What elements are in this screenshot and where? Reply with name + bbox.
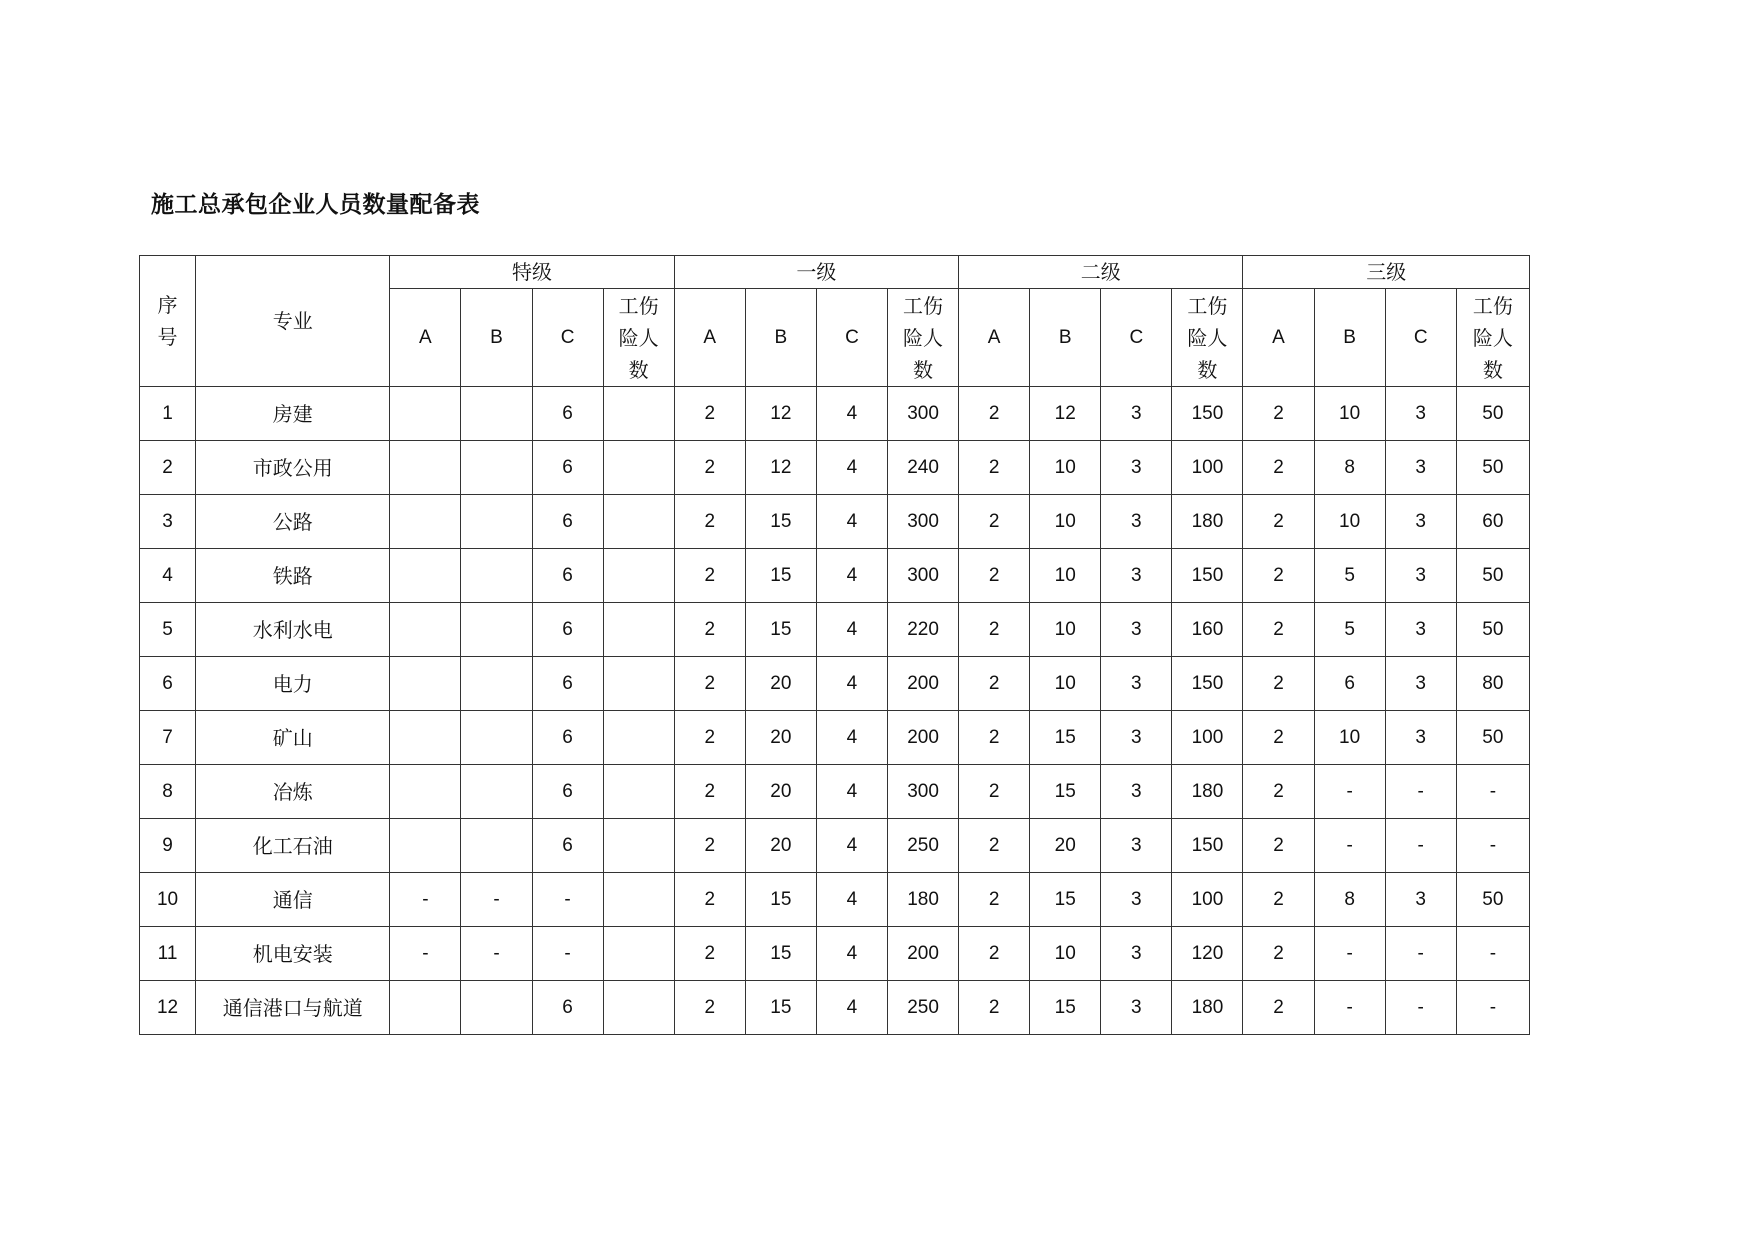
table-cell: 3 xyxy=(1101,441,1172,495)
table-cell: 6 xyxy=(1314,657,1385,711)
table-cell: 4 xyxy=(816,495,887,549)
table-cell: 4 xyxy=(816,819,887,873)
row-number: 3 xyxy=(140,495,196,549)
table-cell: 4 xyxy=(816,603,887,657)
table-cell: 160 xyxy=(1172,603,1243,657)
injury-label-line: 险人 xyxy=(1187,325,1228,350)
table-cell: 180 xyxy=(1172,495,1243,549)
table-cell: - xyxy=(532,873,603,927)
table-cell: 20 xyxy=(745,819,816,873)
table-cell: 80 xyxy=(1456,657,1529,711)
table-cell: - xyxy=(1314,981,1385,1035)
row-major: 水利水电 xyxy=(196,603,390,657)
table-cell: 2 xyxy=(1243,873,1314,927)
table-cell: - xyxy=(390,927,461,981)
table-cell: 10 xyxy=(1314,387,1385,441)
table-row xyxy=(140,441,1530,495)
table-cell: 250 xyxy=(888,819,959,873)
table-row xyxy=(140,873,1530,927)
table-cell xyxy=(390,711,461,765)
subheader-second-injury xyxy=(1172,289,1243,387)
subheader-special-injury xyxy=(603,289,674,387)
header-grade-special: 特级 xyxy=(390,256,674,289)
injury-label-line: 险人 xyxy=(1472,325,1513,350)
table-cell: 3 xyxy=(1101,711,1172,765)
table-cell: 2 xyxy=(674,441,745,495)
subheader-first-c: C xyxy=(816,289,887,387)
table-cell: 2 xyxy=(959,873,1030,927)
table-cell: 150 xyxy=(1172,387,1243,441)
table-cell: 2 xyxy=(1243,387,1314,441)
table-cell: 2 xyxy=(674,873,745,927)
table-cell: 300 xyxy=(888,765,959,819)
subheader-first-a: A xyxy=(674,289,745,387)
table-cell: 2 xyxy=(1243,765,1314,819)
table-cell: 10 xyxy=(1314,495,1385,549)
table-cell: 2 xyxy=(674,603,745,657)
table-cell: 4 xyxy=(816,981,887,1035)
table-cell: 12 xyxy=(1030,387,1101,441)
table-cell: 4 xyxy=(816,387,887,441)
table-cell: 300 xyxy=(888,387,959,441)
injury-label-line: 数 xyxy=(913,357,934,382)
table-cell: 150 xyxy=(1172,549,1243,603)
table-cell: 15 xyxy=(1030,873,1101,927)
injury-label-line: 数 xyxy=(628,357,649,382)
staffing-table xyxy=(139,255,1530,1035)
table-cell: 6 xyxy=(532,657,603,711)
table-cell: - xyxy=(461,927,532,981)
table-row xyxy=(140,657,1530,711)
row-number: 12 xyxy=(140,981,196,1035)
table-cell xyxy=(461,495,532,549)
table-cell xyxy=(603,657,674,711)
header-grade-second: 二级 xyxy=(959,256,1243,289)
table-cell: 2 xyxy=(674,657,745,711)
row-major: 铁路 xyxy=(196,549,390,603)
table-cell: 200 xyxy=(888,711,959,765)
table-cell: 50 xyxy=(1456,549,1529,603)
table-cell: 6 xyxy=(532,441,603,495)
table-cell xyxy=(390,495,461,549)
table-cell: 220 xyxy=(888,603,959,657)
row-number: 5 xyxy=(140,603,196,657)
table-cell xyxy=(461,819,532,873)
row-major: 矿山 xyxy=(196,711,390,765)
row-major: 房建 xyxy=(196,387,390,441)
table-cell: 50 xyxy=(1456,441,1529,495)
row-number: 10 xyxy=(140,873,196,927)
table-cell: 6 xyxy=(532,387,603,441)
table-cell: 3 xyxy=(1101,657,1172,711)
table-cell: 250 xyxy=(888,981,959,1035)
table-cell: 120 xyxy=(1172,927,1243,981)
table-cell: 20 xyxy=(745,765,816,819)
row-major: 机电安装 xyxy=(196,927,390,981)
table-cell: 240 xyxy=(888,441,959,495)
row-major: 通信 xyxy=(196,873,390,927)
table-cell: - xyxy=(1456,927,1529,981)
table-cell xyxy=(390,387,461,441)
table-body xyxy=(140,387,1530,1035)
table-cell: 3 xyxy=(1385,387,1456,441)
injury-label-line: 工伤 xyxy=(1472,293,1513,318)
table-cell: - xyxy=(1456,765,1529,819)
table-cell: 20 xyxy=(1030,819,1101,873)
subheader-special-c: C xyxy=(532,289,603,387)
table-cell: 2 xyxy=(674,819,745,873)
table-cell: 2 xyxy=(674,387,745,441)
table-cell: 150 xyxy=(1172,819,1243,873)
table-cell: 15 xyxy=(745,495,816,549)
injury-label-line: 数 xyxy=(1482,357,1503,382)
table-cell: 2 xyxy=(674,549,745,603)
subheader-third-a: A xyxy=(1243,289,1314,387)
injury-label-line: 工伤 xyxy=(1187,293,1228,318)
table-cell xyxy=(603,765,674,819)
table-cell: 2 xyxy=(674,981,745,1035)
injury-label-line: 险人 xyxy=(903,325,944,350)
subheader-special-b: B xyxy=(461,289,532,387)
table-cell: 2 xyxy=(959,981,1030,1035)
table-cell: 3 xyxy=(1385,549,1456,603)
table-cell xyxy=(461,549,532,603)
table-cell: 6 xyxy=(532,765,603,819)
table-cell: 3 xyxy=(1101,603,1172,657)
table-cell: 100 xyxy=(1172,711,1243,765)
row-major: 冶炼 xyxy=(196,765,390,819)
header-seq-line-2: 号 xyxy=(157,325,178,349)
table-cell: - xyxy=(1385,765,1456,819)
table-cell xyxy=(603,441,674,495)
page-title: 施工总承包企业人员数量配备表 xyxy=(151,191,480,218)
table-cell: 3 xyxy=(1385,603,1456,657)
table-cell: 2 xyxy=(1243,495,1314,549)
table-cell: 150 xyxy=(1172,657,1243,711)
table-cell: 2 xyxy=(959,603,1030,657)
row-major: 通信港口与航道 xyxy=(196,981,390,1035)
table-cell: 2 xyxy=(674,765,745,819)
table-cell: - xyxy=(1385,819,1456,873)
table-cell: 3 xyxy=(1101,981,1172,1035)
subheader-third-injury xyxy=(1456,289,1529,387)
table-cell: 10 xyxy=(1030,657,1101,711)
table-cell: 5 xyxy=(1314,549,1385,603)
table-cell: 50 xyxy=(1456,711,1529,765)
table-cell xyxy=(390,603,461,657)
table-cell: 2 xyxy=(1243,927,1314,981)
table-cell xyxy=(390,549,461,603)
table-cell xyxy=(390,657,461,711)
injury-label-line: 工伤 xyxy=(903,293,944,318)
table-cell: - xyxy=(1314,765,1385,819)
header-grade-first: 一级 xyxy=(674,256,958,289)
table-cell: 2 xyxy=(1243,819,1314,873)
table-cell: 180 xyxy=(1172,981,1243,1035)
table-cell: 2 xyxy=(1243,657,1314,711)
table-cell: 10 xyxy=(1030,927,1101,981)
table-cell: 4 xyxy=(816,873,887,927)
row-major: 市政公用 xyxy=(196,441,390,495)
row-number: 2 xyxy=(140,441,196,495)
table-header xyxy=(140,256,1530,387)
table-cell: 15 xyxy=(745,549,816,603)
table-cell xyxy=(390,765,461,819)
header-seq xyxy=(140,256,196,387)
table-cell: 10 xyxy=(1030,549,1101,603)
table-cell xyxy=(603,495,674,549)
table-cell: 200 xyxy=(888,657,959,711)
subheader-second-c: C xyxy=(1101,289,1172,387)
table-cell: 4 xyxy=(816,549,887,603)
table-cell xyxy=(603,981,674,1035)
table-cell: 3 xyxy=(1385,873,1456,927)
table-cell xyxy=(603,927,674,981)
table-cell: 2 xyxy=(959,711,1030,765)
table-row xyxy=(140,387,1530,441)
table-cell: 2 xyxy=(959,441,1030,495)
table-cell: 20 xyxy=(745,711,816,765)
row-major: 电力 xyxy=(196,657,390,711)
table-cell: 2 xyxy=(674,927,745,981)
table-cell: 8 xyxy=(1314,441,1385,495)
table-cell: 6 xyxy=(532,495,603,549)
row-number: 11 xyxy=(140,927,196,981)
table-cell: 5 xyxy=(1314,603,1385,657)
table-cell xyxy=(603,549,674,603)
table-cell: 3 xyxy=(1385,657,1456,711)
table-cell: 2 xyxy=(959,927,1030,981)
table-cell: 10 xyxy=(1030,441,1101,495)
table-cell: - xyxy=(1456,981,1529,1035)
table-cell: 3 xyxy=(1101,765,1172,819)
table-cell: 3 xyxy=(1101,927,1172,981)
table-row xyxy=(140,819,1530,873)
row-number: 1 xyxy=(140,387,196,441)
table-cell xyxy=(461,981,532,1035)
table-cell: - xyxy=(1385,927,1456,981)
table-cell: 2 xyxy=(959,657,1030,711)
table-cell: 4 xyxy=(816,711,887,765)
table-cell: 2 xyxy=(959,819,1030,873)
table-cell xyxy=(461,387,532,441)
subheader-special-a: A xyxy=(390,289,461,387)
injury-label-line: 险人 xyxy=(618,325,659,350)
table-cell xyxy=(603,819,674,873)
table-cell: 2 xyxy=(959,387,1030,441)
table-cell: 15 xyxy=(1030,981,1101,1035)
table-cell xyxy=(390,981,461,1035)
row-number: 9 xyxy=(140,819,196,873)
table-cell: 2 xyxy=(674,711,745,765)
table-cell: 3 xyxy=(1101,873,1172,927)
table-cell: 4 xyxy=(816,765,887,819)
injury-label-line: 数 xyxy=(1197,357,1218,382)
table-cell: 15 xyxy=(745,873,816,927)
table-cell: 2 xyxy=(674,495,745,549)
table-cell: 15 xyxy=(745,981,816,1035)
table-row xyxy=(140,765,1530,819)
table-cell: 180 xyxy=(1172,765,1243,819)
table-cell: 2 xyxy=(1243,603,1314,657)
header-major: 专业 xyxy=(196,256,390,387)
table-cell xyxy=(603,873,674,927)
table-cell: 300 xyxy=(888,495,959,549)
table-cell: - xyxy=(390,873,461,927)
table-cell: - xyxy=(461,873,532,927)
subheader-first-injury xyxy=(888,289,959,387)
table-cell xyxy=(603,711,674,765)
table-cell: 3 xyxy=(1385,495,1456,549)
table-cell: 10 xyxy=(1030,603,1101,657)
table-cell: 8 xyxy=(1314,873,1385,927)
table-cell: 2 xyxy=(1243,549,1314,603)
table-cell xyxy=(603,387,674,441)
table-cell: 3 xyxy=(1101,387,1172,441)
table-cell: 50 xyxy=(1456,603,1529,657)
table-cell: 100 xyxy=(1172,873,1243,927)
row-number: 6 xyxy=(140,657,196,711)
subheader-second-a: A xyxy=(959,289,1030,387)
table-cell: 6 xyxy=(532,603,603,657)
table-cell: 50 xyxy=(1456,387,1529,441)
table-cell: 300 xyxy=(888,549,959,603)
table-cell: 12 xyxy=(745,441,816,495)
table-row xyxy=(140,603,1530,657)
table-cell: - xyxy=(1314,819,1385,873)
table-cell: 4 xyxy=(816,657,887,711)
table-cell: - xyxy=(1314,927,1385,981)
table-cell: 2 xyxy=(959,549,1030,603)
table-cell: 12 xyxy=(745,387,816,441)
table-row xyxy=(140,711,1530,765)
injury-label-line: 工伤 xyxy=(618,293,659,318)
subheader-third-c: C xyxy=(1385,289,1456,387)
table-cell xyxy=(390,441,461,495)
table-row xyxy=(140,981,1530,1035)
table-cell: 3 xyxy=(1101,495,1172,549)
table-cell: 180 xyxy=(888,873,959,927)
table-cell: 15 xyxy=(1030,711,1101,765)
row-number: 8 xyxy=(140,765,196,819)
header-seq-line-1: 序 xyxy=(157,293,178,317)
table-cell: 3 xyxy=(1101,819,1172,873)
row-major: 公路 xyxy=(196,495,390,549)
table-cell xyxy=(603,603,674,657)
header-grade-third: 三级 xyxy=(1243,256,1530,289)
table-cell: 15 xyxy=(745,927,816,981)
table-cell: 4 xyxy=(816,927,887,981)
table-cell: 2 xyxy=(1243,981,1314,1035)
table-row xyxy=(140,927,1530,981)
table-cell: 6 xyxy=(532,819,603,873)
table-cell xyxy=(461,441,532,495)
table-cell xyxy=(461,711,532,765)
table-cell: 200 xyxy=(888,927,959,981)
table-cell: 2 xyxy=(959,495,1030,549)
table-cell: 15 xyxy=(1030,765,1101,819)
table-cell: 60 xyxy=(1456,495,1529,549)
table-row xyxy=(140,495,1530,549)
row-number: 4 xyxy=(140,549,196,603)
table-cell: 100 xyxy=(1172,441,1243,495)
table-cell: 4 xyxy=(816,441,887,495)
table-cell: - xyxy=(532,927,603,981)
table-cell: - xyxy=(1385,981,1456,1035)
table-cell xyxy=(461,657,532,711)
subheader-second-b: B xyxy=(1030,289,1101,387)
table-cell: 6 xyxy=(532,549,603,603)
table-cell: - xyxy=(1456,819,1529,873)
table-cell: 15 xyxy=(745,603,816,657)
table-cell: 2 xyxy=(959,765,1030,819)
table-cell: 6 xyxy=(532,711,603,765)
table-cell: 3 xyxy=(1385,441,1456,495)
table-cell xyxy=(461,603,532,657)
table-cell: 6 xyxy=(532,981,603,1035)
subheader-first-b: B xyxy=(745,289,816,387)
table-cell: 10 xyxy=(1030,495,1101,549)
table-row xyxy=(140,549,1530,603)
table-cell: 2 xyxy=(1243,711,1314,765)
table-cell: 3 xyxy=(1385,711,1456,765)
table-cell: 20 xyxy=(745,657,816,711)
table-cell: 10 xyxy=(1314,711,1385,765)
table-cell xyxy=(461,765,532,819)
row-major: 化工石油 xyxy=(196,819,390,873)
table-cell xyxy=(390,819,461,873)
subheader-third-b: B xyxy=(1314,289,1385,387)
table-cell: 2 xyxy=(1243,441,1314,495)
table-cell: 50 xyxy=(1456,873,1529,927)
row-number: 7 xyxy=(140,711,196,765)
table-cell: 3 xyxy=(1101,549,1172,603)
